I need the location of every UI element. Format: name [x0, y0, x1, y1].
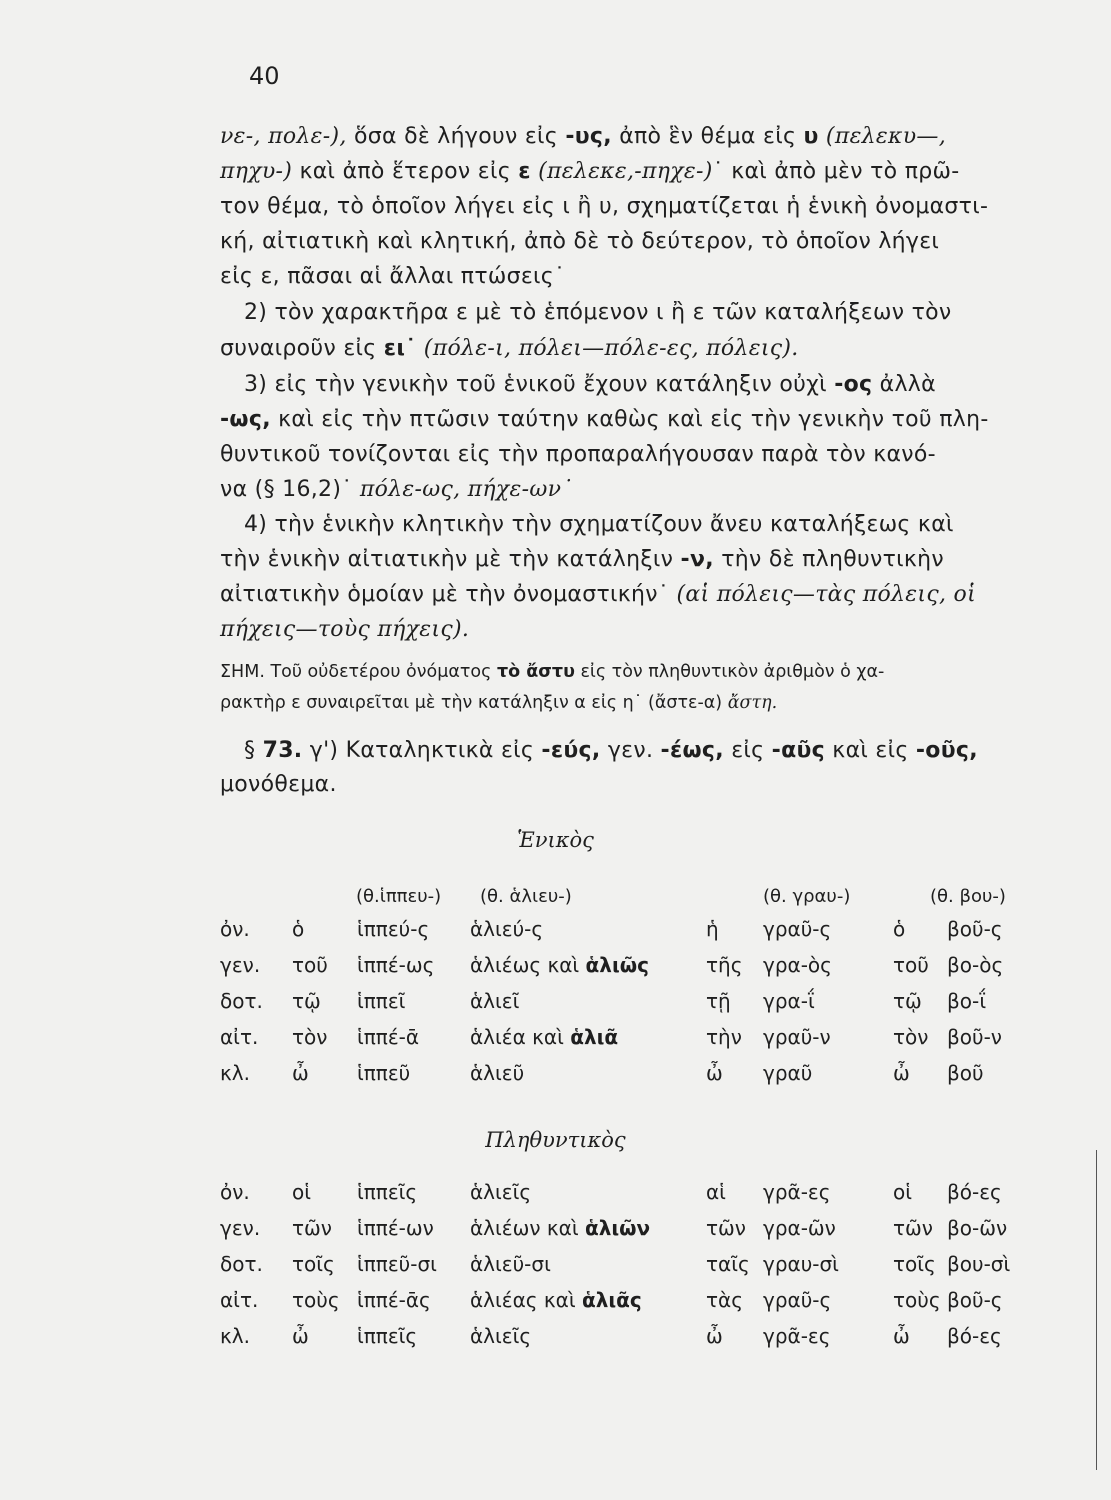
- table-cell: [763, 1324, 830, 1348]
- cell-text: αἱ: [706, 1180, 726, 1204]
- text-span: 3) εἰς τὴν γενικὴν τοῦ ἑνικοῦ ἔχουν κατάληξιν οὐχὶ: [244, 372, 835, 397]
- table-cell: [470, 989, 519, 1013]
- cell-text: βο-ὸς: [947, 953, 1004, 977]
- cell-text: γρα-ΐ: [763, 989, 815, 1013]
- cell-text: τῷ: [893, 989, 922, 1013]
- table-cell: [947, 1061, 984, 1085]
- cell-text: ὦ: [292, 1061, 309, 1085]
- table-cell: [292, 1180, 311, 1204]
- table-cell: [706, 917, 719, 941]
- text-span: υ: [803, 124, 819, 149]
- text-span: -ως,: [220, 407, 271, 432]
- cell-text: ἁλιεῖ: [470, 989, 520, 1013]
- text-span: (πελεκυ—,: [818, 124, 947, 149]
- table-cell: [706, 1025, 742, 1049]
- cell-text: γραῦ: [763, 1061, 813, 1085]
- cell-text: ὀν.: [220, 917, 250, 941]
- cell-text: ὦ: [706, 1324, 723, 1348]
- stem-header: (θ. γραυ-): [763, 886, 851, 907]
- text-span: -έως,: [660, 738, 724, 763]
- table-cell: [947, 1324, 1002, 1348]
- note-line-2: [220, 693, 777, 713]
- table-cell: [292, 953, 328, 977]
- page-number: 40: [249, 62, 280, 90]
- cell-text: τῶν: [893, 1216, 933, 1240]
- table-cell: [893, 1252, 936, 1276]
- table-cell: [763, 1216, 836, 1240]
- stem-header: (θ. ἁλιευ-): [480, 886, 572, 907]
- cell-text: ἱππέ-ως: [357, 953, 435, 977]
- text-span: -αῦς: [771, 738, 826, 763]
- cell-text: ἁλιεύ-ς: [470, 917, 544, 941]
- table-cell: [947, 1216, 1007, 1240]
- text-span: συναιροῦν εἰς: [220, 336, 384, 361]
- table-cell: [893, 1025, 928, 1049]
- table-cell: [763, 1252, 839, 1276]
- text-span: καὶ ἀπὸ ἕτερον εἰς: [292, 159, 519, 184]
- table-cell: [220, 1180, 250, 1204]
- text-span: (πελεκε,-πηχε-): [530, 159, 713, 184]
- cell-text: τοὺς: [292, 1288, 340, 1312]
- cell-text: τοῖς: [292, 1252, 335, 1276]
- cell-text: βου-σὶ: [947, 1252, 1011, 1276]
- cell-text: ἱππεῦ: [357, 1061, 411, 1085]
- table-cell: [763, 953, 832, 977]
- plural-title: Πληθυντικὸς: [485, 1128, 626, 1152]
- section-heading-cont: μονόθεμα.: [220, 772, 337, 797]
- cell-text: αἰτ.: [220, 1025, 259, 1049]
- table-cell: [470, 1252, 551, 1276]
- table-cell: [947, 917, 1003, 941]
- table-cell: [357, 1061, 410, 1085]
- cell-text: ἡ: [706, 917, 719, 941]
- table-cell: [357, 1180, 417, 1204]
- cell-text: αἰτ.: [220, 1288, 259, 1312]
- text-line-4: κή, αἰτιατικὴ καὶ κλητική, ἀπὸ δὲ τὸ δεύτερον, τὸ ὁποῖον λήγει: [220, 229, 940, 254]
- table-cell: [470, 1216, 650, 1240]
- table-cell: [893, 1324, 910, 1348]
- stem-header: (θ. βου-): [930, 886, 1006, 907]
- cell-text: τῇ: [706, 989, 731, 1013]
- section-heading: [244, 738, 978, 763]
- text-line-14: [220, 582, 976, 607]
- text-span: πηχυ-): [220, 159, 293, 184]
- text-line-3: τον θέμα, τὸ ὁποῖον λήγει εἰς ι ἢ υ, σχηματίζεται ἡ ἑνικὴ ὀνομαστι-: [220, 194, 989, 219]
- text-span: ε: [518, 159, 531, 184]
- cell-text: βοῦ-ν: [947, 1025, 1002, 1049]
- cell-text: ἁλιέα καὶ: [470, 1025, 571, 1049]
- cell-text: ἱππέ-ων: [357, 1216, 434, 1240]
- table-cell: [470, 1288, 642, 1312]
- cell-text: βοῦ: [947, 1061, 984, 1085]
- cell-text: ἁλιεῦ-σι: [470, 1252, 551, 1276]
- cell-text: ἱππεύ-ς: [357, 917, 430, 941]
- cell-text: κλ.: [220, 1061, 250, 1085]
- text-span: τὴν δὲ πληθυντικὴν: [713, 547, 944, 572]
- cell-text: τοῦ: [292, 953, 328, 977]
- text-line-2: [220, 159, 959, 184]
- cell-text: τῶν: [292, 1216, 332, 1240]
- cell-text: γρᾶ-ες: [763, 1324, 831, 1348]
- cell-text: ἱππεῖς: [357, 1324, 418, 1348]
- table-cell: [220, 989, 263, 1013]
- cell-text: τὴν: [706, 1025, 742, 1049]
- cell-text: γραῦ-ς: [763, 1288, 832, 1312]
- text-span: γεν.: [600, 738, 661, 763]
- cell-text: δοτ.: [220, 1252, 263, 1276]
- cell-text-bold: ἁλιᾶ: [570, 1025, 619, 1049]
- table-cell: [357, 1252, 437, 1276]
- table-cell: [292, 1324, 309, 1348]
- text-span: ὅσα δὲ λήγουν εἰς: [346, 124, 566, 149]
- text-line-11: [220, 477, 573, 502]
- cell-text: γεν.: [220, 953, 261, 977]
- text-span: ΣΗΜ. Τοῦ οὐδετέρου ὀνόματος: [220, 662, 497, 682]
- text-span: τὸ ἄστυ: [496, 662, 575, 682]
- cell-text: ἁλιέως καὶ: [470, 953, 586, 977]
- table-cell: [947, 1180, 1002, 1204]
- table-cell: [220, 953, 260, 977]
- text-line-6: 2) τὸν χαρακτῆρα ε μὲ τὸ ἑπόμενον ι ἢ ε τῶν καταλήξεων τὸν: [244, 300, 952, 325]
- cell-text: γρα-ῶν: [763, 1216, 836, 1240]
- text-line-13: [220, 547, 944, 572]
- text-span: -υς,: [565, 124, 612, 149]
- table-cell: [947, 989, 986, 1013]
- text-span: νε-, πολε-),: [220, 124, 347, 149]
- table-cell: [292, 1025, 327, 1049]
- table-cell: [292, 917, 304, 941]
- cell-text: τῶν: [706, 1216, 746, 1240]
- table-cell: [706, 953, 742, 977]
- text-line-10: θυντικοῦ τονίζονται εἰς τὴν προπαραλήγουσαν παρὰ τὸν κανό-: [220, 442, 936, 467]
- cell-text: τὰς: [706, 1288, 743, 1312]
- cell-text: βοῦ-ς: [947, 917, 1003, 941]
- cell-text: βό-ες: [947, 1180, 1002, 1204]
- cell-text: οἱ: [292, 1180, 312, 1204]
- cell-text: γραῦ-ς: [763, 917, 832, 941]
- table-cell: [292, 1252, 335, 1276]
- table-cell: [470, 953, 649, 977]
- cell-text: βό-ες: [947, 1324, 1002, 1348]
- text-line-15: πήχεις—τοὺς πήχεις).: [220, 617, 470, 642]
- cell-text: ὁ: [893, 917, 906, 941]
- table-cell: [893, 989, 922, 1013]
- table-cell: [220, 1216, 260, 1240]
- table-cell: [357, 953, 434, 977]
- cell-text: ὀν.: [220, 1180, 250, 1204]
- cell-text: γεν.: [220, 1216, 261, 1240]
- text-line-7: [220, 336, 799, 361]
- table-cell: [947, 1288, 1003, 1312]
- table-cell: [470, 917, 543, 941]
- stem-header: (θ.ἱππευ-): [356, 886, 442, 907]
- table-cell: [706, 1180, 726, 1204]
- table-cell: [893, 1180, 912, 1204]
- cell-text: ἱππεῦ-σι: [357, 1252, 437, 1276]
- page-edge-rule: [1096, 1150, 1097, 1470]
- cell-text: ταῖς: [706, 1252, 750, 1276]
- table-cell: [292, 1061, 309, 1085]
- table-cell: [763, 917, 831, 941]
- table-cell: [292, 989, 321, 1013]
- table-cell: [947, 953, 1003, 977]
- cell-text: ἱππέ-ᾱ: [357, 1025, 420, 1049]
- text-span: αἰτιατικὴν ὁμοίαν μὲ τὴν ὀνομαστικήν˙: [220, 582, 677, 607]
- table-cell: [220, 1061, 250, 1085]
- cell-text: ἁλιεῖς: [470, 1180, 532, 1204]
- table-cell: [357, 1216, 434, 1240]
- cell-text: ἱππέ-ᾱς: [357, 1288, 431, 1312]
- cell-text: βο-ΐ: [947, 989, 986, 1013]
- text-span: ˙ καὶ ἀπὸ μὲν τὸ πρῶ-: [712, 159, 960, 184]
- text-span: (αἱ πόλεις—τὰς πόλεις, οἱ: [676, 582, 977, 607]
- table-cell: [220, 1025, 258, 1049]
- text-span: ἄστη.: [727, 693, 778, 713]
- table-cell: [947, 1252, 1010, 1276]
- text-span: εἰς: [723, 738, 772, 763]
- singular-title: Ἑνικὸς: [517, 828, 594, 852]
- text-line-1: [220, 124, 946, 149]
- text-span: ει˙: [383, 336, 417, 361]
- cell-text: τὸν: [292, 1025, 328, 1049]
- cell-text-bold: ἁλιῶν: [584, 1216, 651, 1240]
- text-span: (πόλε-ι, πόλει—πόλε-ες, πόλεις).: [416, 336, 799, 361]
- cell-text: ἁλιεῦ: [470, 1061, 525, 1085]
- table-cell: [292, 1216, 332, 1240]
- text-line-9: [220, 407, 989, 432]
- table-cell: [763, 1180, 830, 1204]
- table-cell: [893, 917, 905, 941]
- cell-text: τοὺς: [893, 1288, 941, 1312]
- table-cell: [763, 1061, 812, 1085]
- cell-text: τὸν: [893, 1025, 929, 1049]
- table-cell: [470, 1061, 524, 1085]
- text-span: τὴν ἑνικὴν αἰτιατικὴν μὲ τὴν κατάληξιν: [220, 547, 681, 572]
- text-span: να (§ 16,2)˙: [220, 477, 360, 502]
- text-line-5: εἰς ε, πᾶσαι αἱ ἄλλαι πτώσεις˙: [220, 264, 566, 289]
- table-cell: [706, 1061, 723, 1085]
- table-cell: [470, 1180, 531, 1204]
- text-span: καὶ εἰς: [825, 738, 916, 763]
- table-cell: [706, 1288, 743, 1312]
- cell-text: γρα-ὸς: [763, 953, 832, 977]
- cell-text: κλ.: [220, 1324, 250, 1348]
- cell-text: ὦ: [706, 1061, 723, 1085]
- text-span: -ος: [834, 372, 873, 397]
- cell-text: ὦ: [893, 1061, 910, 1085]
- cell-text-bold: ἁλιᾶς: [581, 1288, 642, 1312]
- table-cell: [292, 1288, 340, 1312]
- cell-text: τῷ: [292, 989, 321, 1013]
- cell-text: ἁλιέων καὶ: [470, 1216, 585, 1240]
- cell-text: ἁλιέας καὶ: [470, 1288, 582, 1312]
- table-cell: [947, 1025, 1002, 1049]
- text-span: ἀπὸ ἓν θέμα εἰς: [611, 124, 804, 149]
- cell-text: ὦ: [292, 1324, 309, 1348]
- cell-text: βο-ῶν: [947, 1216, 1008, 1240]
- cell-text: τοῖς: [893, 1252, 936, 1276]
- table-cell: [357, 1288, 431, 1312]
- text-span: -εύς,: [541, 738, 601, 763]
- cell-text: ἁλιεῖς: [470, 1324, 532, 1348]
- text-line-8: [244, 372, 936, 397]
- cell-text: βοῦ-ς: [947, 1288, 1003, 1312]
- cell-text: γραῦ-ν: [763, 1025, 831, 1049]
- table-cell: [220, 1252, 263, 1276]
- cell-text: ὁ: [292, 917, 305, 941]
- table-cell: [763, 989, 815, 1013]
- table-cell: [893, 1061, 910, 1085]
- cell-text: γραυ-σὶ: [763, 1252, 839, 1276]
- cell-text: τοῦ: [893, 953, 929, 977]
- cell-text-bold: ἁλιῶς: [585, 953, 649, 977]
- table-cell: [470, 1025, 618, 1049]
- table-cell: [706, 989, 731, 1013]
- cell-text: γρᾶ-ες: [763, 1180, 831, 1204]
- text-span: ἀλλὰ: [872, 372, 936, 397]
- cell-text: ἱππεῖ: [357, 989, 406, 1013]
- table-cell: [763, 1025, 831, 1049]
- table-cell: [357, 917, 429, 941]
- cell-text: δοτ.: [220, 989, 263, 1013]
- table-cell: [220, 1288, 258, 1312]
- table-cell: [220, 1324, 250, 1348]
- table-cell: [706, 1216, 746, 1240]
- text-span: -ν,: [680, 547, 714, 572]
- table-cell: [357, 989, 405, 1013]
- note-line-1: [220, 662, 884, 682]
- table-cell: [220, 917, 250, 941]
- cell-text: τῆς: [706, 953, 743, 977]
- text-span: εἰς τὸν πληθυντικὸν ἀριθμὸν ὁ χα-: [574, 662, 885, 682]
- text-span: §: [244, 738, 263, 763]
- text-span: ρακτὴρ ε συναιρεῖται μὲ τὴν κατάληξιν α εἰς η˙ (ἄστε-α): [220, 693, 728, 713]
- table-cell: [893, 1288, 941, 1312]
- table-cell: [357, 1324, 417, 1348]
- text-line-12: 4) τὴν ἑνικὴν κλητικὴν τὴν σχηματίζουν ἄνευ καταλήξεως καὶ: [244, 512, 954, 537]
- cell-text: ἱππεῖς: [357, 1180, 418, 1204]
- table-cell: [893, 1216, 933, 1240]
- text-span: γ') Καταληκτικὰ εἰς: [302, 738, 542, 763]
- table-cell: [763, 1288, 831, 1312]
- text-span: πόλε-ως, πήχε-ων˙: [359, 477, 573, 502]
- table-cell: [706, 1324, 723, 1348]
- text-span: 73.: [262, 738, 303, 763]
- table-cell: [470, 1324, 531, 1348]
- table-cell: [706, 1252, 750, 1276]
- text-span: -οῦς,: [915, 738, 978, 763]
- cell-text: ὦ: [893, 1324, 910, 1348]
- text-span: καὶ εἰς τὴν πτῶσιν ταύτην καθὼς καὶ εἰς τὴν γενικὴν τοῦ πλη-: [270, 407, 989, 432]
- cell-text: οἱ: [893, 1180, 913, 1204]
- table-cell: [893, 953, 929, 977]
- table-cell: [357, 1025, 419, 1049]
